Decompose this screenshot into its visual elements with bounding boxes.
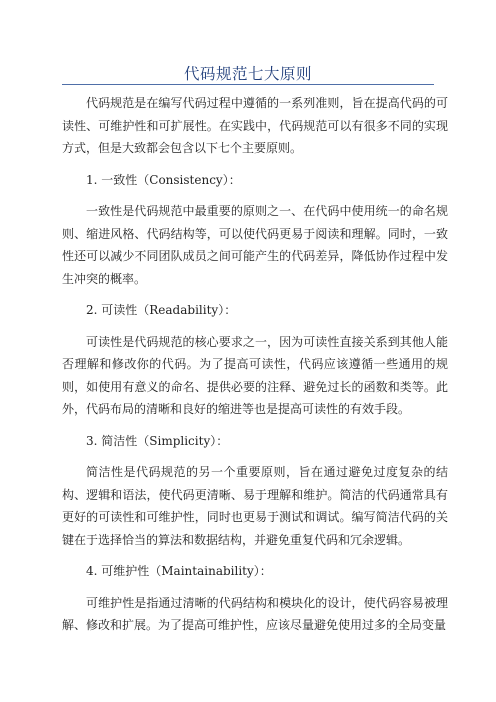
document-title: 代码规范七大原则 [183,65,312,83]
section-heading-readability: 2. 可读性（Readability）： [86,303,237,317]
section-heading-simplicity: 3. 简洁性（Simplicity）： [86,433,229,448]
section-heading-consistency: 1. 一致性（Consistency）： [86,172,241,187]
document-body [62,92,448,646]
section-body-simplicity: 简洁性是代码规范的另一个重要原则，旨在通过避免过度复杂的结构、逻辑和语法，使代码更清晰、易于理解和维护。简洁的代码通常具有更好的可读性和可维护性，同时也更易于测试和调试。编写简洁代码的关键在于选择恰当的算法和数据结构，并避免重复代码和冗余逻辑。 [62,465,448,547]
title-divider [62,84,434,85]
section-body-maintainability: 可维护性是指通过清晰的代码结构和模块化的设计，使代码容易被理解、修改和扩展。为了提高可维护性，应该尽量避免使用过多的全局变量 [62,595,448,632]
section-body-consistency: 一致性是代码规范中最重要的原则之一、在代码中使用统一的命名规则、缩进风格、代码结构等，可以使代码更易于阅读和理解。同时，一致性还可以减少不同团队成员之间可能产生的代码差异，降低协作过程中发生冲突的概率。 [62,204,448,286]
section-body-readability: 可读性是代码规范的核心要求之一，因为可读性直接关系到其他人能否理解和修改你的代码。为了提高可读性，代码应该遵循一些通用的规则，如使用有意义的命名、提供必要的注释、避免过长的函数和类等。此外，代码布局的清晰和良好的缩进等也是提高可读性的有效手段。 [62,334,448,416]
section-heading-maintainability: 4. 可维护性（Maintainability）： [86,564,272,578]
intro-paragraph: 代码规范是在编写代码过程中遵循的一系列准则，旨在提高代码的可读性、可维护性和可扩展性。在实践中，代码规范可以有很多不同的实现方式，但是大致都会包含以下七个主要原则。 [62,96,448,155]
